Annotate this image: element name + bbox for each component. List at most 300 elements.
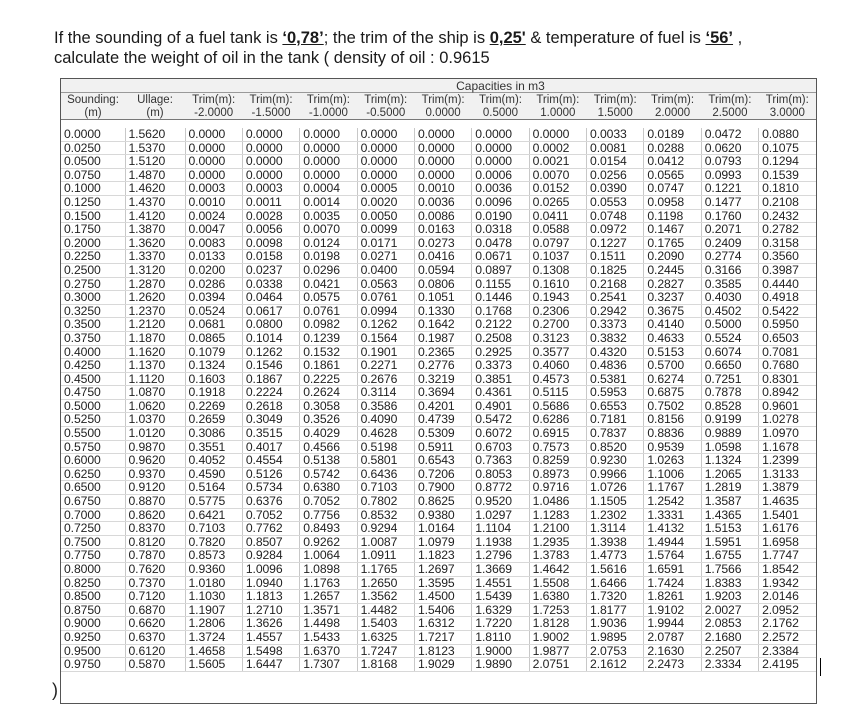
header-cell: -1.5000 xyxy=(242,106,299,120)
table-cell: 0.0265 xyxy=(529,195,586,209)
table-cell: 0.1330 xyxy=(414,304,471,318)
table-cell: 1.1104 xyxy=(472,522,529,536)
table-body xyxy=(61,120,816,672)
table-cell: 0.3987 xyxy=(759,263,816,277)
table-cell: 0.0464 xyxy=(242,291,299,305)
table-row xyxy=(61,576,816,590)
table-cell: 0.0050 xyxy=(357,209,414,223)
temperature-value: ‘56’ xyxy=(705,29,734,47)
table-cell: 0.2618 xyxy=(242,399,299,413)
header-cell: 0.0000 xyxy=(414,106,471,120)
table-cell: 0.8250 xyxy=(61,576,125,590)
table-cell: 0.0524 xyxy=(185,304,242,318)
table-cell: 0.1901 xyxy=(357,345,414,359)
header-cell: (m) xyxy=(61,106,125,120)
table-row xyxy=(61,549,816,563)
table-cell: 1.4642 xyxy=(529,563,586,577)
table-cell: 0.5138 xyxy=(300,454,357,468)
table-cell: 1.2870 xyxy=(125,277,185,291)
table-cell: 0.6370 xyxy=(125,630,185,644)
table-cell: 1.7747 xyxy=(759,549,816,563)
header-cell: Ullage: xyxy=(125,93,185,107)
table-cell: 1.0064 xyxy=(300,549,357,563)
table-cell: 0.1075 xyxy=(759,141,816,155)
table-cell: 0.1262 xyxy=(357,318,414,332)
header-cell: Trim(m): xyxy=(587,93,644,107)
table-cell: 2.2572 xyxy=(759,630,816,644)
table-cell: 0.0033 xyxy=(587,128,644,141)
table-cell: 0.0000 xyxy=(242,168,299,182)
table-cell: 1.6380 xyxy=(529,590,586,604)
table-cell: 0.0000 xyxy=(472,141,529,155)
sounding-value: ‘0,78’ xyxy=(282,29,324,47)
table-cell: 0.0400 xyxy=(357,263,414,277)
table-cell: 0.0198 xyxy=(300,250,357,264)
table-row xyxy=(61,454,816,468)
table-cell: 1.3724 xyxy=(185,630,242,644)
table-cell: 0.0000 xyxy=(300,168,357,182)
table-cell: 0.0158 xyxy=(242,250,299,264)
table-row xyxy=(61,427,816,441)
table-cell: 0.0000 xyxy=(185,128,242,141)
table-cell: 0.0982 xyxy=(300,318,357,332)
table-cell: 0.1603 xyxy=(185,372,242,386)
table-cell: 0.1051 xyxy=(414,291,471,305)
table-cell: 0.0421 xyxy=(300,277,357,291)
table-cell: 0.7250 xyxy=(61,522,125,536)
table-cell: 0.5870 xyxy=(125,658,185,672)
table-cell: 1.4500 xyxy=(414,590,471,604)
table-cell: 0.0086 xyxy=(414,209,471,223)
table-cell: 0.3851 xyxy=(472,372,529,386)
table-cell: 1.0620 xyxy=(125,399,185,413)
table-row xyxy=(61,318,816,332)
table-cell: 0.9889 xyxy=(701,427,758,441)
table-cell: 1.6466 xyxy=(587,576,644,590)
table-cell: 0.8520 xyxy=(587,440,644,454)
table-cell: 0.0099 xyxy=(357,223,414,237)
table-cell: 2.2473 xyxy=(644,658,701,672)
table-cell: 0.2071 xyxy=(701,223,758,237)
table-caption: Capacities in m3 xyxy=(185,79,816,93)
table-cell: 0.9500 xyxy=(61,644,125,658)
table-cell: 0.0958 xyxy=(644,195,701,209)
table-cell: 1.6755 xyxy=(701,549,758,563)
table-cell: 0.9262 xyxy=(300,535,357,549)
table-row xyxy=(61,195,816,209)
table-cell: 1.9342 xyxy=(759,576,816,590)
table-cell: 0.9284 xyxy=(242,549,299,563)
header-row-1 xyxy=(61,93,816,107)
table-cell: 0.8973 xyxy=(529,467,586,481)
table-cell: 0.8942 xyxy=(759,386,816,400)
table-cell: 0.7756 xyxy=(300,508,357,522)
table-cell: 0.0096 xyxy=(472,195,529,209)
question-part-1: If the sounding of a fuel tank is xyxy=(54,29,283,47)
table-cell: 1.4132 xyxy=(644,522,701,536)
table-cell: 1.7217 xyxy=(414,630,471,644)
table-cell: 1.5508 xyxy=(529,576,586,590)
table-cell: 1.2620 xyxy=(125,291,185,305)
table-row xyxy=(61,372,816,386)
table-cell: 0.5198 xyxy=(357,440,414,454)
table-row xyxy=(61,291,816,305)
table-row xyxy=(61,331,816,345)
table-cell: 0.8120 xyxy=(125,535,185,549)
table-cell: 1.1370 xyxy=(125,359,185,373)
table-cell: 1.7247 xyxy=(357,644,414,658)
table-cell: 0.3158 xyxy=(759,236,816,250)
table-cell: 0.7363 xyxy=(472,454,529,468)
table-cell: 1.7220 xyxy=(472,617,529,631)
table-cell: 2.1762 xyxy=(759,617,816,631)
table-cell: 0.0154 xyxy=(587,155,644,169)
header-cell: Trim(m): xyxy=(701,93,758,107)
table-row xyxy=(61,304,816,318)
table-cell: 1.5605 xyxy=(185,658,242,672)
table-cell: 1.4557 xyxy=(242,630,299,644)
table-cell: 0.3560 xyxy=(759,250,816,264)
table-cell: 1.2399 xyxy=(759,454,816,468)
table-cell: 0.0003 xyxy=(185,182,242,196)
table-cell: 0.1500 xyxy=(61,209,125,223)
table-cell: 0.0800 xyxy=(242,318,299,332)
table-cell: 0.8528 xyxy=(701,399,758,413)
table-cell: 0.0004 xyxy=(300,182,357,196)
table-cell: 0.6421 xyxy=(185,508,242,522)
table-cell: 0.4052 xyxy=(185,454,242,468)
table-cell: 1.0940 xyxy=(242,576,299,590)
table-cell: 0.8750 xyxy=(61,603,125,617)
table-cell: 1.2796 xyxy=(472,549,529,563)
table-cell: 0.7802 xyxy=(357,495,414,509)
table-cell: 1.4370 xyxy=(125,195,185,209)
table-cell: 1.5620 xyxy=(125,128,185,141)
table-row xyxy=(61,182,816,196)
table-cell: 0.0021 xyxy=(529,155,586,169)
table-cell: 0.7870 xyxy=(125,549,185,563)
table-cell: 0.0575 xyxy=(300,291,357,305)
table-cell: 0.1918 xyxy=(185,386,242,400)
table-cell: 1.0278 xyxy=(759,413,816,427)
table-cell: 1.6370 xyxy=(300,644,357,658)
table-cell: 0.0273 xyxy=(414,236,471,250)
capacity-table-container xyxy=(60,78,817,704)
table-cell: 1.9895 xyxy=(587,630,644,644)
table-cell: 0.4361 xyxy=(472,386,529,400)
table-cell: 0.4320 xyxy=(587,345,644,359)
table-cell: 0.0000 xyxy=(357,128,414,141)
table-cell: 0.4554 xyxy=(242,454,299,468)
table-cell: 0.0014 xyxy=(300,195,357,209)
table-cell: 0.9966 xyxy=(587,467,644,481)
table-cell: 0.9620 xyxy=(125,454,185,468)
table-cell: 1.0180 xyxy=(185,576,242,590)
table-cell: 0.1467 xyxy=(644,223,701,237)
table-cell: 0.4140 xyxy=(644,318,701,332)
table-cell: 1.1765 xyxy=(357,563,414,577)
table-cell: 2.1630 xyxy=(644,644,701,658)
text-cursor xyxy=(820,658,821,676)
table-cell: 1.6591 xyxy=(644,563,701,577)
table-cell: 1.2120 xyxy=(125,318,185,332)
table-cell: 0.0000 xyxy=(300,155,357,169)
question-part-2: ; the trim of the ship is xyxy=(323,29,490,47)
table-cell: 0.3585 xyxy=(701,277,758,291)
table-cell: 0.4566 xyxy=(300,440,357,454)
table-cell: 1.1763 xyxy=(300,576,357,590)
table-cell: 0.0028 xyxy=(242,209,299,223)
table-cell: 1.1767 xyxy=(644,481,701,495)
table-cell: 1.5153 xyxy=(701,522,758,536)
table-cell: 0.2700 xyxy=(529,318,586,332)
table-cell: 0.0163 xyxy=(414,223,471,237)
trim-value: 0,25' xyxy=(489,29,526,47)
table-cell: 0.4590 xyxy=(185,467,242,481)
table-cell: 1.0120 xyxy=(125,427,185,441)
table-cell: 0.0563 xyxy=(357,277,414,291)
table-cell: 1.2302 xyxy=(587,508,644,522)
table-row xyxy=(61,345,816,359)
table-cell: 1.5951 xyxy=(701,535,758,549)
table-cell: 0.0010 xyxy=(185,195,242,209)
table-cell: 0.0761 xyxy=(300,304,357,318)
table-cell: 1.3783 xyxy=(529,549,586,563)
table-cell: 0.3166 xyxy=(701,263,758,277)
table-cell: 0.1750 xyxy=(61,223,125,237)
table-cell: 1.4551 xyxy=(472,576,529,590)
table-cell: 0.9000 xyxy=(61,617,125,631)
table-cell: 1.7307 xyxy=(300,658,357,672)
table-cell: 0.0748 xyxy=(587,209,644,223)
header-cell: Trim(m): xyxy=(472,93,529,107)
table-cell: 0.7500 xyxy=(61,535,125,549)
table-cell: 0.1943 xyxy=(529,291,586,305)
table-cell: 0.9750 xyxy=(61,658,125,672)
table-cell: 0.4628 xyxy=(357,427,414,441)
table-cell: 1.3626 xyxy=(242,617,299,631)
table-cell: 1.5403 xyxy=(357,617,414,631)
table-cell: 0.9370 xyxy=(125,467,185,481)
table-row xyxy=(61,236,816,250)
table-cell: 0.6503 xyxy=(759,331,816,345)
table-cell: 0.6553 xyxy=(587,399,644,413)
table-cell: 0.0390 xyxy=(587,182,644,196)
table-cell: 0.0880 xyxy=(759,128,816,141)
table-cell: 0.1765 xyxy=(644,236,701,250)
table-cell: 1.5406 xyxy=(414,603,471,617)
table-cell: 0.0035 xyxy=(300,209,357,223)
table-cell: 1.2657 xyxy=(300,590,357,604)
table-cell: 0.7103 xyxy=(185,522,242,536)
table-cell: 0.6650 xyxy=(701,359,758,373)
table-cell: 1.6447 xyxy=(242,658,299,672)
table-cell: 0.5742 xyxy=(300,467,357,481)
table-cell: 0.0750 xyxy=(61,168,125,182)
table-cell: 0.0189 xyxy=(644,128,701,141)
table-cell: 0.2782 xyxy=(759,223,816,237)
header-cell: 0.5000 xyxy=(472,106,529,120)
table-cell: 0.7120 xyxy=(125,590,185,604)
table-cell: 0.1198 xyxy=(644,209,701,223)
table-cell: 0.0747 xyxy=(644,182,701,196)
table-cell: 1.1823 xyxy=(414,549,471,563)
table-cell: 0.0190 xyxy=(472,209,529,223)
table-cell: 0.0416 xyxy=(414,250,471,264)
table-cell: 0.0394 xyxy=(185,291,242,305)
table-cell: 1.1006 xyxy=(644,467,701,481)
table-cell: 0.3219 xyxy=(414,372,471,386)
table-cell: 0.9230 xyxy=(587,454,644,468)
table-cell: 0.9360 xyxy=(185,563,242,577)
table-cell: 1.0870 xyxy=(125,386,185,400)
table-row xyxy=(61,617,816,631)
table-cell: 1.8110 xyxy=(472,630,529,644)
table-cell: 2.0027 xyxy=(701,603,758,617)
question-part-4: , xyxy=(733,29,743,47)
table-cell: 0.8156 xyxy=(644,413,701,427)
table-cell: 1.3114 xyxy=(587,522,644,536)
table-cell: 0.4440 xyxy=(759,277,816,291)
table-cell: 0.5000 xyxy=(61,399,125,413)
header-cell: Trim(m): xyxy=(242,93,299,107)
table-cell: 0.3049 xyxy=(242,413,299,427)
table-cell: 0.0036 xyxy=(414,195,471,209)
header-row-2 xyxy=(61,106,816,120)
table-cell: 0.8507 xyxy=(242,535,299,549)
table-cell: 0.0036 xyxy=(472,182,529,196)
table-cell: 0.4901 xyxy=(472,399,529,413)
table-cell: 0.1610 xyxy=(529,277,586,291)
table-cell: 2.1612 xyxy=(587,658,644,672)
table-cell: 0.6074 xyxy=(701,345,758,359)
table-cell: 1.0726 xyxy=(587,481,644,495)
table-cell: 0.7837 xyxy=(587,427,644,441)
table-cell: 0.0000 xyxy=(185,168,242,182)
table-cell: 0.0000 xyxy=(357,141,414,155)
table-cell: 0.1308 xyxy=(529,263,586,277)
table-cell: 0.2500 xyxy=(61,263,125,277)
table-cell: 1.4620 xyxy=(125,182,185,196)
table-cell: 0.4739 xyxy=(414,413,471,427)
table-cell: 0.9539 xyxy=(644,440,701,454)
table-cell: 0.1000 xyxy=(61,182,125,196)
table-cell: 0.3000 xyxy=(61,291,125,305)
table-row xyxy=(61,359,816,373)
table-cell: 0.5686 xyxy=(529,399,586,413)
table-cell: 0.5750 xyxy=(61,440,125,454)
table-cell: 0.7502 xyxy=(644,399,701,413)
table-cell: 1.9944 xyxy=(644,617,701,631)
table-cell: 2.3334 xyxy=(701,658,758,672)
table-cell: 0.0171 xyxy=(357,236,414,250)
table-cell: 0.3832 xyxy=(587,331,644,345)
table-cell: 1.8261 xyxy=(644,590,701,604)
table-cell: 1.6176 xyxy=(759,522,816,536)
table-cell: 0.2225 xyxy=(300,372,357,386)
table-cell: 0.6870 xyxy=(125,603,185,617)
table-cell: 0.8836 xyxy=(644,427,701,441)
table-cell: 1.9890 xyxy=(472,658,529,672)
table-cell: 0.7762 xyxy=(242,522,299,536)
table-cell: 0.5911 xyxy=(414,440,471,454)
table-cell: 0.0288 xyxy=(644,141,701,155)
table-cell: 1.9102 xyxy=(644,603,701,617)
table-cell: 0.1227 xyxy=(587,236,644,250)
table-cell: 0.0083 xyxy=(185,236,242,250)
table-cell: 0.7370 xyxy=(125,576,185,590)
table-cell: 0.0478 xyxy=(472,236,529,250)
table-cell: 1.3879 xyxy=(759,481,816,495)
table-cell: 0.0318 xyxy=(472,223,529,237)
table-cell: 0.0000 xyxy=(185,155,242,169)
table-row xyxy=(61,413,816,427)
table-cell: 0.1564 xyxy=(357,331,414,345)
header-cell: 2.0000 xyxy=(644,106,701,120)
table-cell: 2.4195 xyxy=(759,658,816,672)
question-line-1 xyxy=(54,28,834,48)
table-cell: 0.6286 xyxy=(529,413,586,427)
caption-spacer xyxy=(61,79,185,93)
table-cell: 0.9250 xyxy=(61,630,125,644)
table-cell: 0.0056 xyxy=(242,223,299,237)
table-cell: 0.0010 xyxy=(414,182,471,196)
table-row xyxy=(61,223,816,237)
table-cell: 1.8542 xyxy=(759,563,816,577)
table-cell: 1.0598 xyxy=(701,440,758,454)
table-cell: 0.0500 xyxy=(61,155,125,169)
table-cell: 1.5401 xyxy=(759,508,816,522)
table-cell: 0.7620 xyxy=(125,563,185,577)
table-row xyxy=(61,522,816,536)
header-cell: Trim(m): xyxy=(300,93,357,107)
table-cell: 0.0897 xyxy=(472,263,529,277)
table-cell: 0.6703 xyxy=(472,440,529,454)
table-cell: 0.2925 xyxy=(472,345,529,359)
table-cell: 0.4502 xyxy=(701,304,758,318)
table-cell: 1.7320 xyxy=(587,590,644,604)
table-cell: 2.0853 xyxy=(701,617,758,631)
table-row xyxy=(61,168,816,182)
table-cell: 0.5422 xyxy=(759,304,816,318)
table-cell: 1.1870 xyxy=(125,331,185,345)
table-cell: 1.9036 xyxy=(587,617,644,631)
table-cell: 1.5764 xyxy=(644,549,701,563)
header-cell: Trim(m): xyxy=(644,93,701,107)
table-cell: 1.3133 xyxy=(759,467,816,481)
table-cell: 0.0671 xyxy=(472,250,529,264)
table-row xyxy=(61,590,816,604)
table-cell: 0.1642 xyxy=(414,318,471,332)
table-cell: 2.0751 xyxy=(529,658,586,672)
table-cell: 1.0096 xyxy=(242,563,299,577)
table-cell: 0.4090 xyxy=(357,413,414,427)
table-cell: 1.0970 xyxy=(759,427,816,441)
table-cell: 0.0047 xyxy=(185,223,242,237)
table-cell: 1.4773 xyxy=(587,549,644,563)
table-cell: 0.7000 xyxy=(61,508,125,522)
table-cell: 0.2090 xyxy=(644,250,701,264)
table-cell: 1.4870 xyxy=(125,168,185,182)
header-cell: -1.0000 xyxy=(300,106,357,120)
table-cell: 1.5439 xyxy=(472,590,529,604)
table-cell: 0.4573 xyxy=(529,372,586,386)
table-cell: 1.3120 xyxy=(125,263,185,277)
table-cell: 1.5433 xyxy=(300,630,357,644)
table-cell: 1.8168 xyxy=(357,658,414,672)
table-cell: 1.1120 xyxy=(125,372,185,386)
table-row xyxy=(61,495,816,509)
